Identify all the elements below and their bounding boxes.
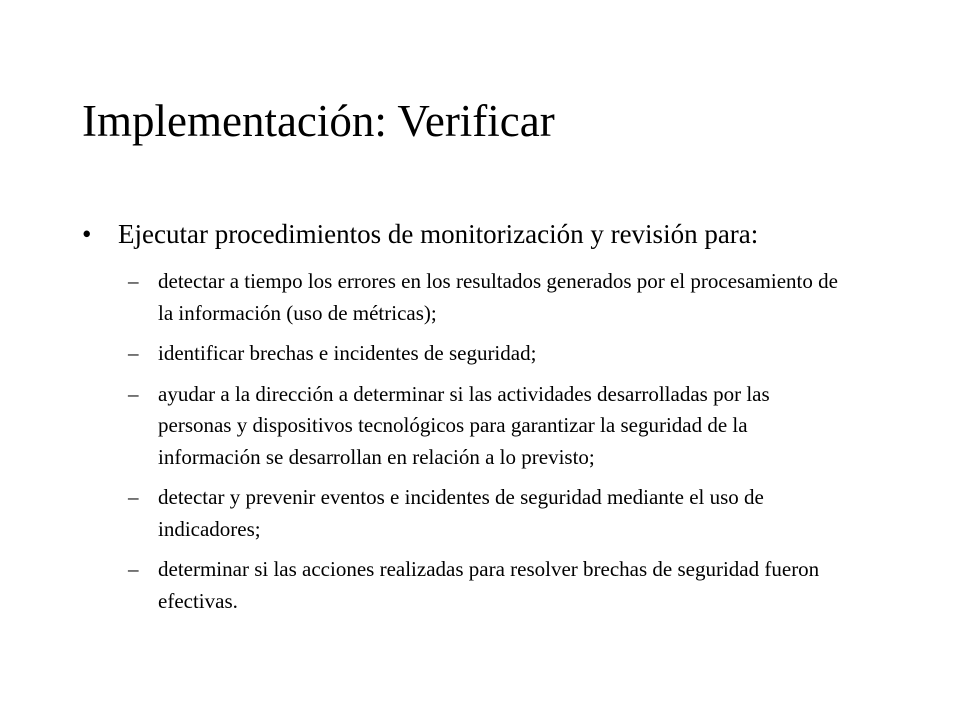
- sub-bullet-text: ayudar a la dirección a determinar si las actividades desarrolladas por las personas y dispositivos tecnológicos para garantizar la seguridad de la información se desarrollan en relación a lo previsto;: [158, 381, 770, 469]
- bullet-icon: •: [82, 219, 92, 249]
- sub-bullet-text: identificar brechas e incidentes de seguridad;: [158, 341, 537, 366]
- dash-icon: –: [128, 557, 139, 582]
- sub-bullet-item: [128, 379, 902, 474]
- dash-icon: –: [128, 485, 139, 510]
- sub-bullet-list: [82, 266, 902, 617]
- main-bullet-text: Ejecutar procedimientos de monitorización y revisión para:: [118, 219, 759, 249]
- slide-title: Implementación: Verificar: [82, 96, 555, 146]
- dash-icon: –: [128, 269, 139, 294]
- main-bullet: [82, 218, 902, 250]
- sub-bullet-item: [128, 554, 902, 617]
- sub-bullet-text: determinar si las acciones realizadas para resolver brechas de seguridad fueron efectivas.: [158, 557, 820, 613]
- sub-bullet-item: [128, 266, 902, 329]
- sub-bullet-item: [128, 338, 902, 370]
- slide-content: [82, 218, 902, 626]
- sub-bullet-text: detectar y prevenir eventos e incidentes de seguridad mediante el uso de indicadores;: [158, 485, 764, 541]
- dash-icon: –: [128, 381, 139, 406]
- sub-bullet-item: [128, 482, 902, 545]
- dash-icon: –: [128, 341, 139, 366]
- sub-bullet-text: detectar a tiempo los errores en los resultados generados por el procesamiento de la información (uso de métricas);: [158, 269, 838, 325]
